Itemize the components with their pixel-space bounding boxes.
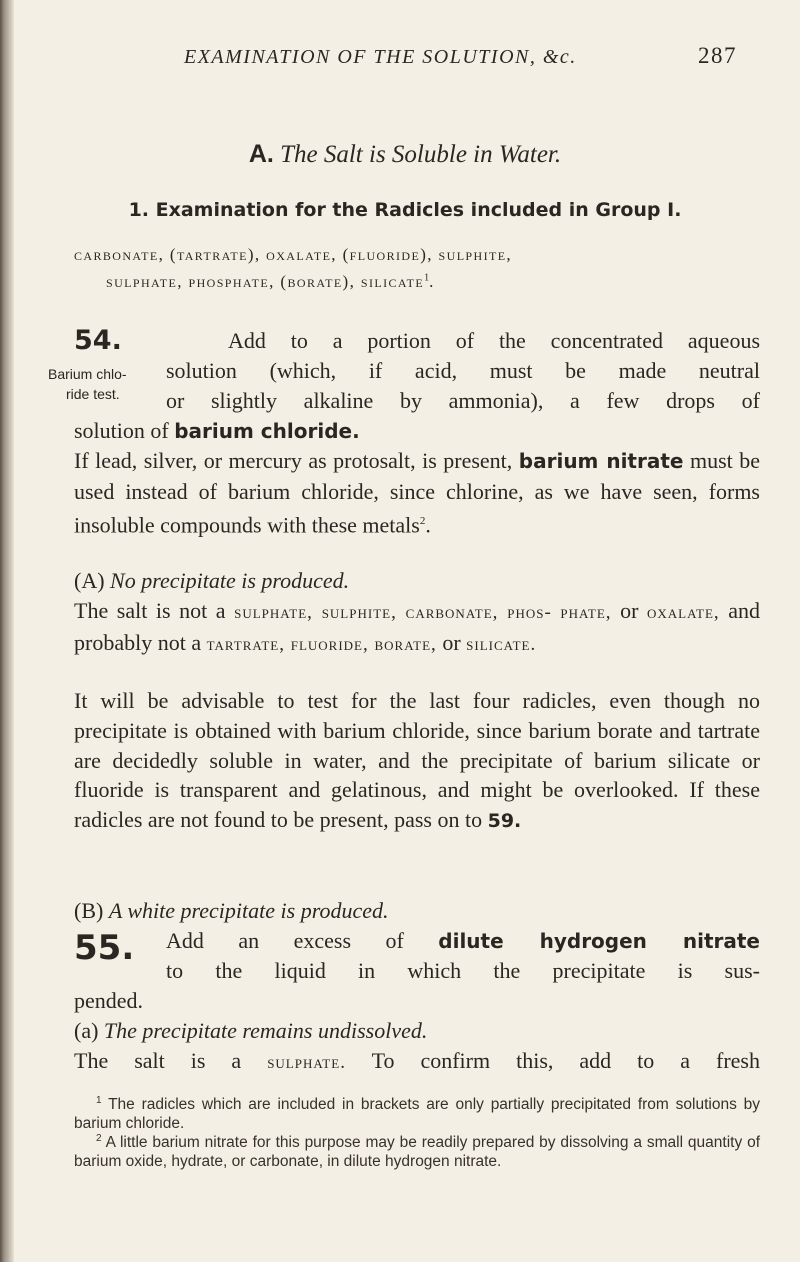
footnote-ref-2: 2 <box>419 514 426 527</box>
case-a-heading <box>74 566 760 596</box>
side-label-line-2: ride test. <box>66 386 120 402</box>
cross-ref-59: 59. <box>487 810 522 833</box>
section-heading-a <box>0 140 800 169</box>
section-heading-a-label: A. <box>248 140 274 168</box>
radicals-list-d: tartrate, fluoride, borate, <box>206 633 437 655</box>
radicals-line-2-text: sulphate, phosphate, (borate), silicate <box>106 272 425 291</box>
radicals-line-2: sulphate, phosphate, (borate), silicate$^1$. <box>106 272 435 291</box>
section-54-text-a: Add to a portion of the concentrated aqueous <box>228 328 760 353</box>
para-lead-t1: If lead, silver, or mercury as protosalt, is present, <box>74 448 513 473</box>
radicals-list-b: phate, <box>560 602 612 623</box>
case-a-small-heading <box>74 1016 760 1046</box>
case-a-title: No precipitate is produced. <box>110 568 350 593</box>
subsection-heading-1: 1. Examination for the Radicles included in Group I. <box>128 199 682 221</box>
case-a-small-title: The precipitate remains undissolved. <box>103 1018 428 1043</box>
reagent-barium-chloride: barium chloride. <box>174 419 360 443</box>
case-a-small-label: (a) <box>74 1018 99 1043</box>
radicals-line-1: carbonate, (tartrate), oxalate, (fluoride), sulphite, <box>74 245 513 264</box>
section-54-line-1 <box>74 326 760 357</box>
footnote-ref-1: 1 <box>424 272 430 284</box>
radicals-list-c: oxalate, <box>647 602 720 623</box>
para-sulphate-t1: The salt is a <box>74 1048 242 1073</box>
footnote-1 <box>74 1092 760 1133</box>
section-55-line-1 <box>166 926 760 957</box>
para-sulphate-t2: To confirm this, add to a fresh <box>371 1048 760 1073</box>
footnote-1-text: The radicles which are included in brackets are only partially precipitated from solutions by barium chloride. <box>74 1096 760 1132</box>
para-no-precipitate <box>74 596 760 660</box>
footnote-2-marker: 2 <box>96 1133 102 1144</box>
footnote-2 <box>74 1130 760 1171</box>
section-55-t1: Add an excess of <box>166 928 404 953</box>
section-54-text-c: or slightly alkaline by ammonia), a few drops of <box>166 388 760 413</box>
section-54-line-4 <box>74 416 760 447</box>
reagent-barium-nitrate: barium nitrate <box>518 449 684 473</box>
section-55-t2: to the liquid in which the precipitate is sus- <box>166 958 760 983</box>
para-no-ppt-t4: or <box>442 629 461 655</box>
para-sulphate <box>74 1046 760 1078</box>
case-b-label: (B) <box>74 898 104 923</box>
footnote-1-marker: 1 <box>96 1095 102 1106</box>
para-advisable-text: It will be advisable to test for the last four radicles, even though no precipitate is obtained with barium chloride, since barium borate and tartrate are decidedly soluble in water, and the precipitate of barium silicate or fluoride is transparent and gelatinous, and might be overlooked. If these radicles are not found to be present, pass on to <box>74 688 760 833</box>
case-b-heading <box>74 896 760 926</box>
radicals-list-e: silicate. <box>466 633 537 655</box>
para-lead-t3: . <box>425 511 431 537</box>
side-label-line-1: Barium chlo- <box>48 366 127 382</box>
para-no-ppt-t1: The salt is not a <box>74 598 226 623</box>
section-55-number-text: 55. <box>74 928 135 968</box>
section-55-t3: pended. <box>74 988 144 1013</box>
para-lead-silver-mercury <box>74 446 760 540</box>
radicals-list-a: sulphate, sulphite, carbonate, phos- <box>234 602 552 623</box>
running-head-title: EXAMINATION OF THE SOLUTION, &c. <box>184 46 577 68</box>
case-a-label: (A) <box>74 568 105 593</box>
para-lead-t2: must be used instead of barium chloride, since chlorine, as we have seen, forms insoluble compounds with these metals <box>74 448 761 537</box>
radical-sulphate: sulphate. <box>267 1052 346 1073</box>
para-advisable <box>74 686 760 837</box>
reagent-dilute-hydrogen-nitrate: dilute hydrogen nitrate <box>438 929 760 953</box>
section-54-number: 54. <box>74 325 122 356</box>
section-54-text-d: solution of <box>74 418 169 443</box>
para-no-ppt-t3: and probably not a <box>74 598 761 655</box>
para-no-ppt-t2: or <box>620 598 639 623</box>
section-54-text-b: solution (which, if acid, must be made neutral <box>166 358 760 383</box>
footnote-2-text: A little barium nitrate for this purpose may be readily prepared by dissolving a small quantity of barium oxide, hydrate, or carbonate, in dilute hydrogen nitrate. <box>74 1134 761 1170</box>
section-heading-a-title: The Salt is Soluble in Water. <box>280 141 562 168</box>
page-number: 287 <box>698 43 737 68</box>
binding-shadow <box>0 0 14 1262</box>
case-b-title: A white precipitate is produced. <box>108 898 389 923</box>
